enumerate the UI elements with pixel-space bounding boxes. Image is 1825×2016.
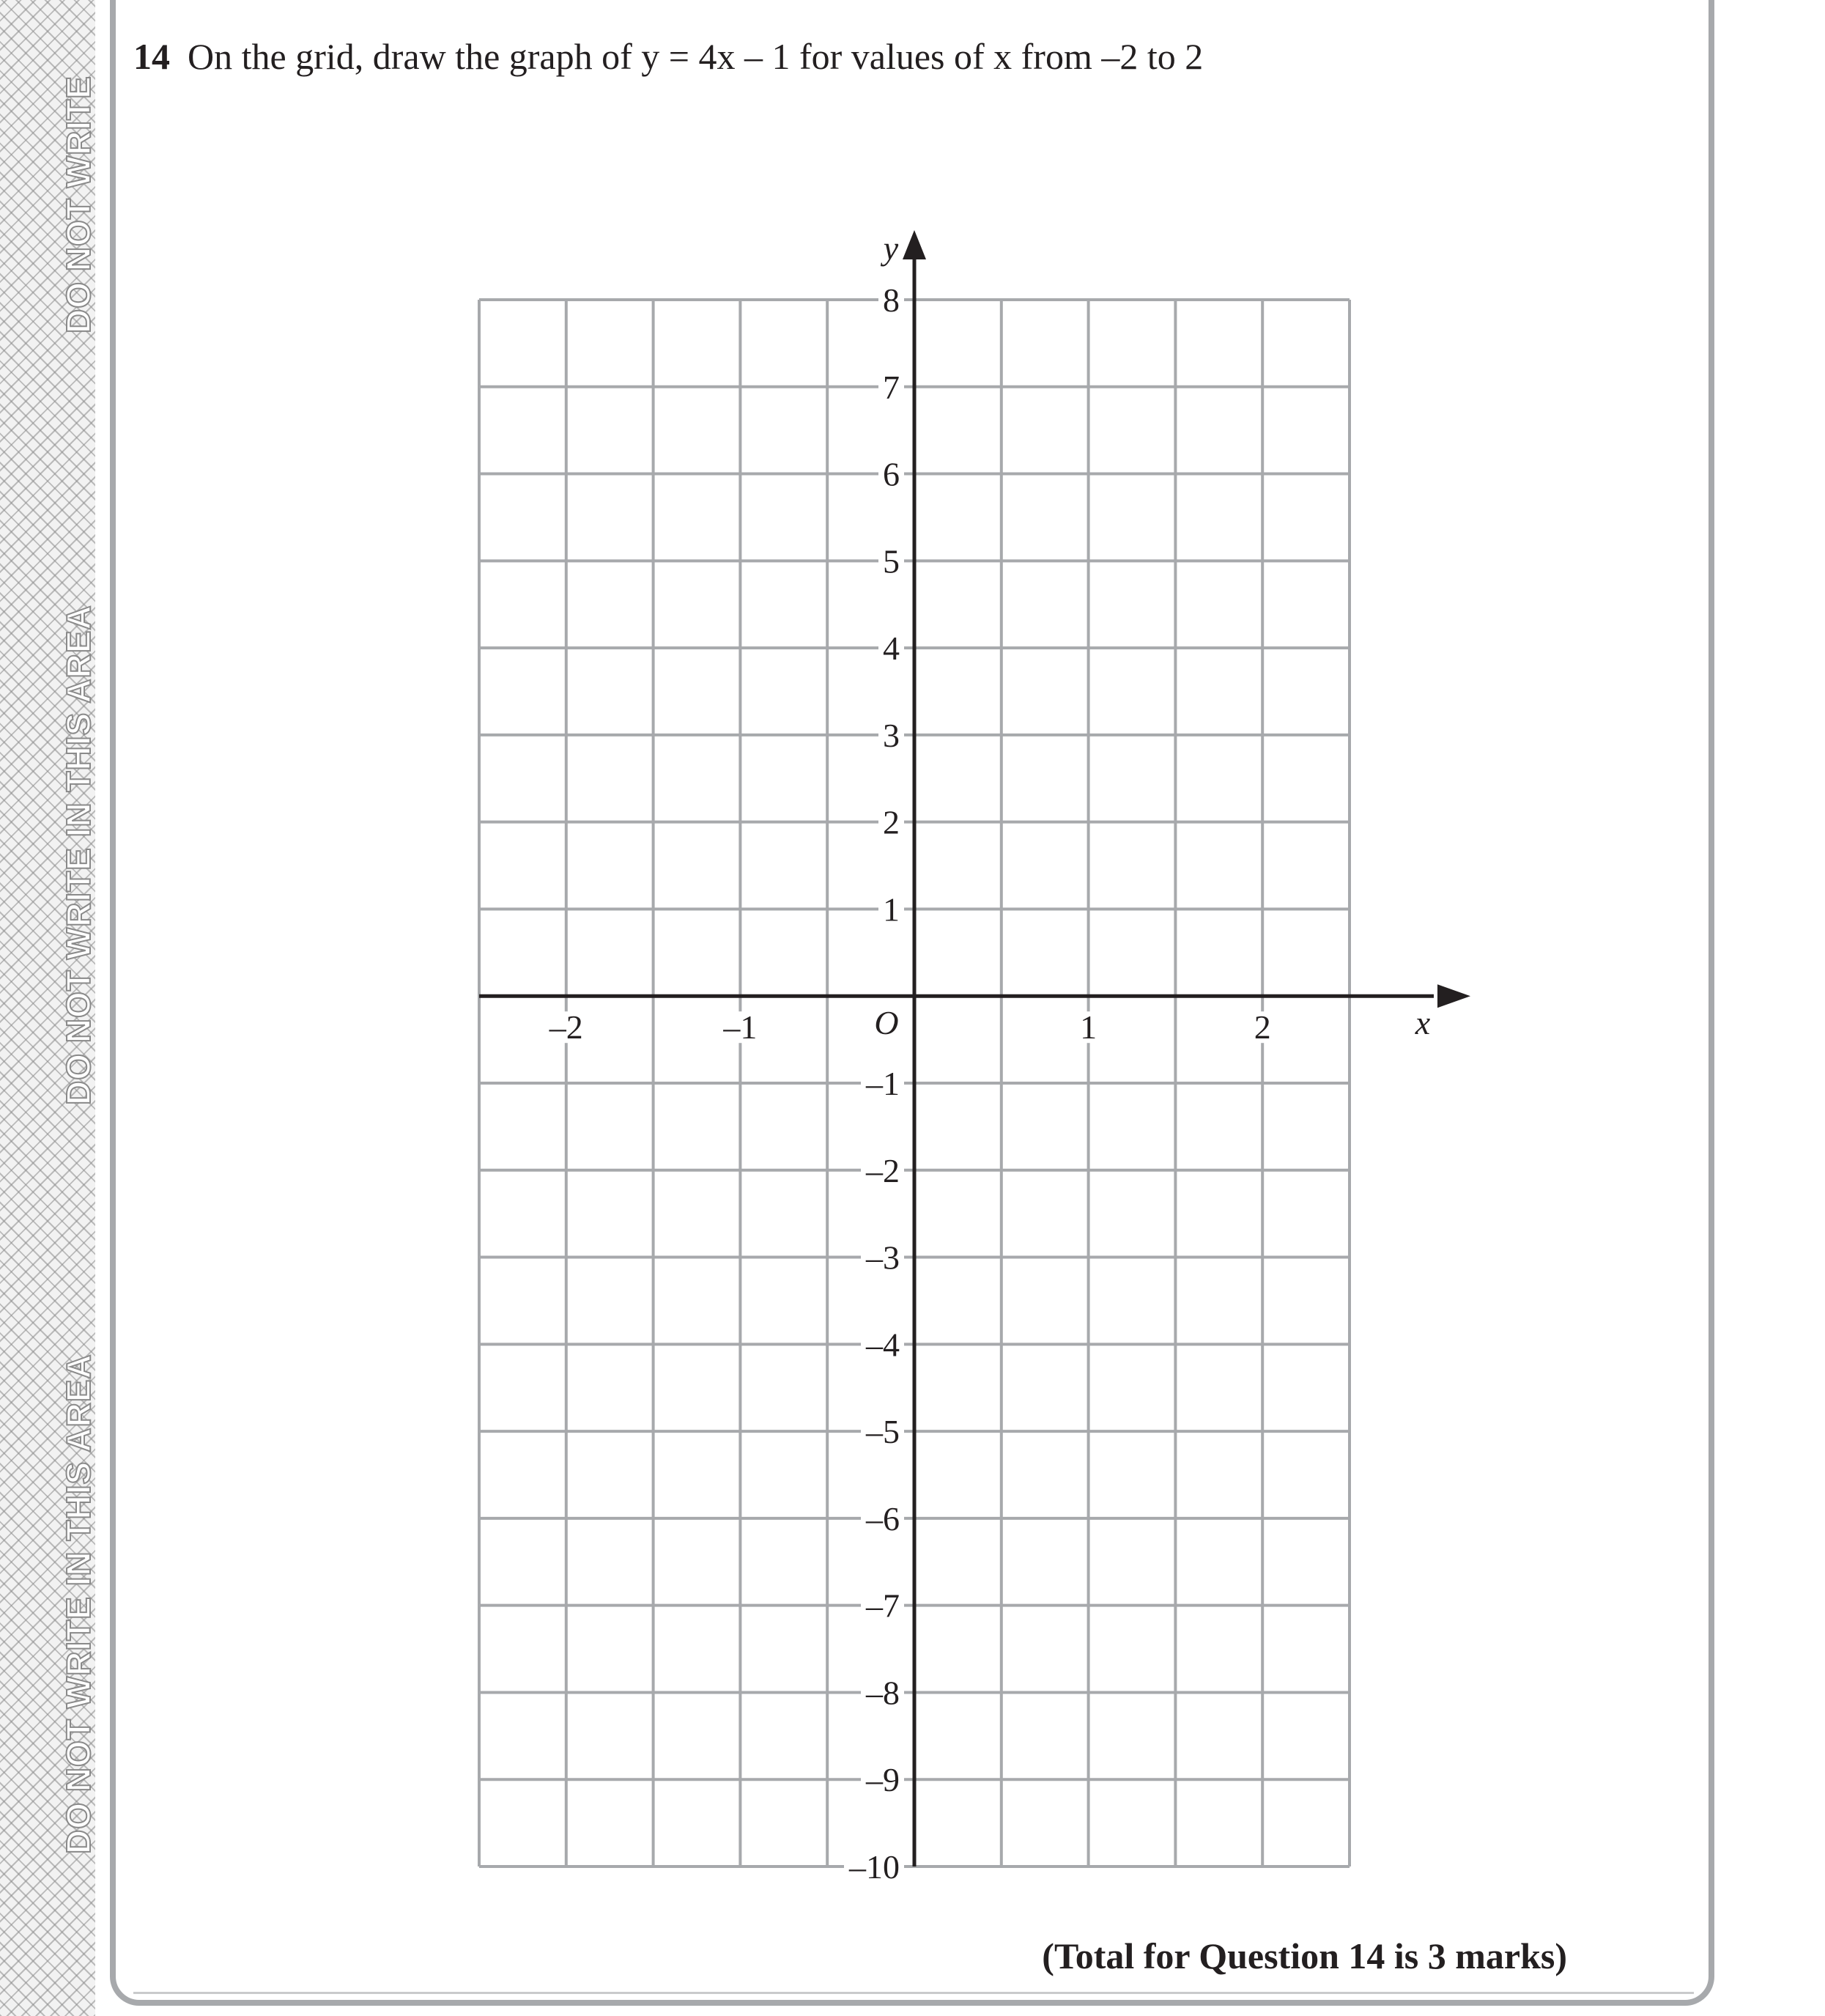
y-tick-label: –4 [866,1326,900,1364]
y-tick-label: –1 [866,1065,900,1102]
y-tick-label: 3 [883,716,900,754]
y-axis-label: y [883,229,899,267]
axes [479,230,1470,1867]
y-tick-label: –10 [849,1848,900,1886]
y-tick-label: –3 [866,1238,900,1277]
margin-label-bottom: DO NOT WRITE IN THIS AREA [59,1354,97,1854]
y-tick-label: 1 [883,890,900,928]
y-tick-label: 2 [883,803,900,841]
margin-label-top: DO NOT WRITE [59,75,97,333]
y-tick-label: –8 [866,1674,900,1712]
y-axis-arrow-icon [903,230,926,259]
question-number: 14 [133,36,170,77]
y-tick-label: –6 [866,1499,900,1537]
y-tick-label: –7 [866,1587,900,1625]
y-tick-label: 7 [883,368,900,406]
tick-labels [546,229,1431,1886]
x-tick-label: 1 [1080,1008,1097,1046]
origin-label: O [874,1004,899,1042]
x-axis-label: x [1415,1004,1431,1042]
y-tick-label: 4 [883,629,900,668]
y-tick-label: –5 [866,1413,900,1451]
x-axis-arrow-icon [1437,984,1470,1008]
x-tick-label: 2 [1254,1008,1271,1046]
margin-label-middle: DO NOT WRITE IN THIS AREA [59,605,97,1105]
y-tick-label: –2 [866,1151,900,1189]
x-tick-label: –2 [549,1008,583,1046]
question-text: On the grid, draw the graph of y = 4x – 1 for values of x from –2 to 2 [188,36,1204,77]
y-tick-label: –9 [866,1761,900,1799]
bottom-rule [133,1992,1694,1994]
y-tick-label: 5 [883,542,900,580]
y-tick-label: 6 [883,455,900,493]
y-tick-label: 8 [883,281,900,319]
x-tick-label: –1 [723,1008,758,1046]
total-marks: (Total for Question 14 is 3 marks) [1042,1935,1567,1976]
